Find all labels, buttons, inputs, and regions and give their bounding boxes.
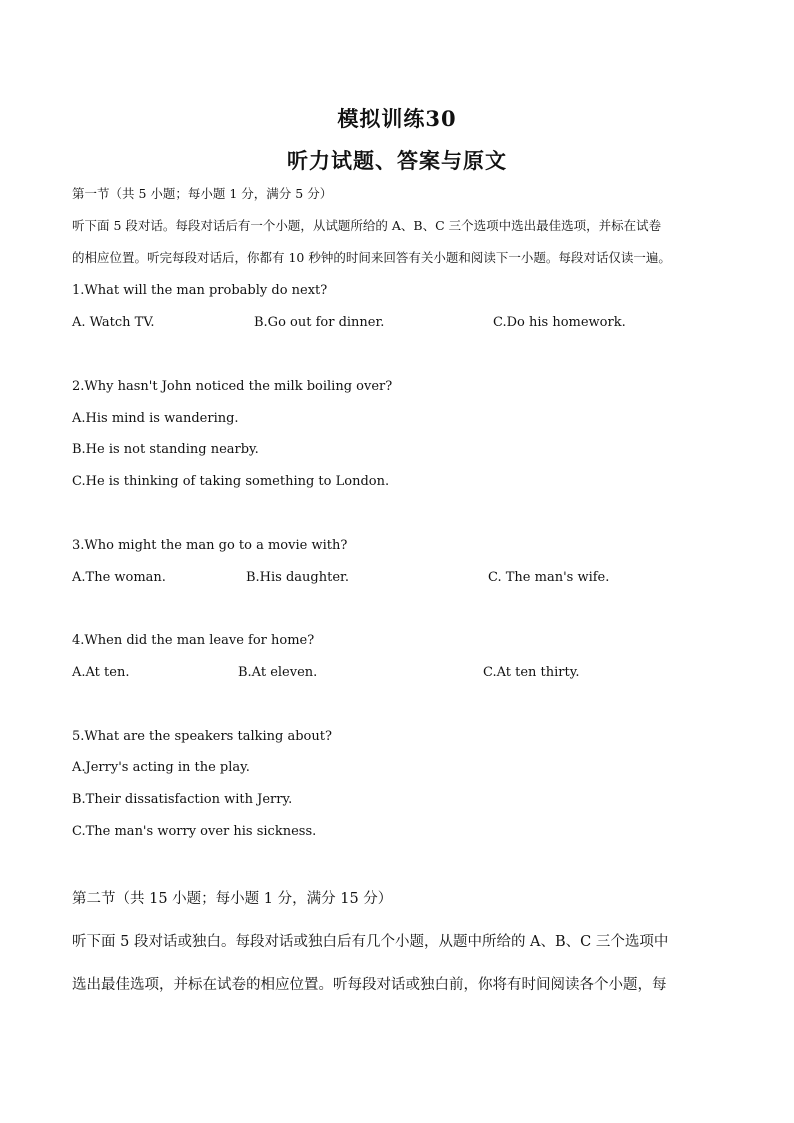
document-title: 模拟训练30 xyxy=(337,106,457,131)
question-5-option-c: C.The man's worry over his sickness. xyxy=(72,824,317,839)
question-4-option-a: A.At ten. xyxy=(72,665,130,680)
question-4-option-c: C.At ten thirty. xyxy=(483,665,580,680)
question-1-stem: 1.What will the man probably do next? xyxy=(72,283,328,298)
section1-instructions-line1: 听下面 5 段对话。每段对话后有一个小题，从试题所给的 A、B、C 三个选项中选出最佳选项，并标在试卷 xyxy=(72,218,662,233)
question-4-stem: 4.When did the man leave for home? xyxy=(72,633,315,648)
question-1-option-a: A. Watch TV. xyxy=(72,315,155,330)
question-1-option-b: B.Go out for dinner. xyxy=(254,315,385,330)
question-5-option-b: B.Their dissatisfaction with Jerry. xyxy=(72,792,293,807)
question-2-stem: 2.Why hasn't John noticed the milk boiling over? xyxy=(72,379,393,394)
question-3-option-b: B.His daughter. xyxy=(246,570,349,585)
question-5-stem: 5.What are the speakers talking about? xyxy=(72,729,332,744)
question-4-option-b: B.At eleven. xyxy=(238,665,318,680)
question-1-option-c: C.Do his homework. xyxy=(493,315,626,330)
question-3-stem: 3.Who might the man go to a movie with? xyxy=(72,538,348,553)
question-3-option-c: C. The man's wife. xyxy=(488,570,610,585)
section1-heading: 第一节（共 5 小题；每小题 1 分，满分 5 分） xyxy=(72,186,333,201)
question-5-option-a: A.Jerry's acting in the play. xyxy=(72,760,250,775)
section1-instructions-line2: 的相应位置。听完每段对话后，你都有 10 秒钟的时间来回答有关小题和阅读下一小题。每段对话仅读一遍。 xyxy=(72,250,671,265)
section2-instructions-line2: 选出最佳选项，并标在试卷的相应位置。听每段对话或独白前，你将有时间阅读各个小题，每 xyxy=(72,977,667,993)
question-2-option-c: C.He is thinking of taking something to London. xyxy=(72,474,390,489)
section2-heading: 第二节（共 15 小题；每小题 1 分，满分 15 分） xyxy=(72,891,393,907)
question-2-option-b: B.He is not standing nearby. xyxy=(72,442,259,457)
question-2-option-a: A.His mind is wandering. xyxy=(72,411,239,426)
question-3-option-a: A.The woman. xyxy=(72,570,166,585)
document-subtitle: 听力试题、答案与原文 xyxy=(287,148,507,173)
section2-instructions-line1: 听下面 5 段对话或独白。每段对话或独白后有几个小题，从题中所给的 A、B、C 三个选项中 xyxy=(72,934,669,950)
